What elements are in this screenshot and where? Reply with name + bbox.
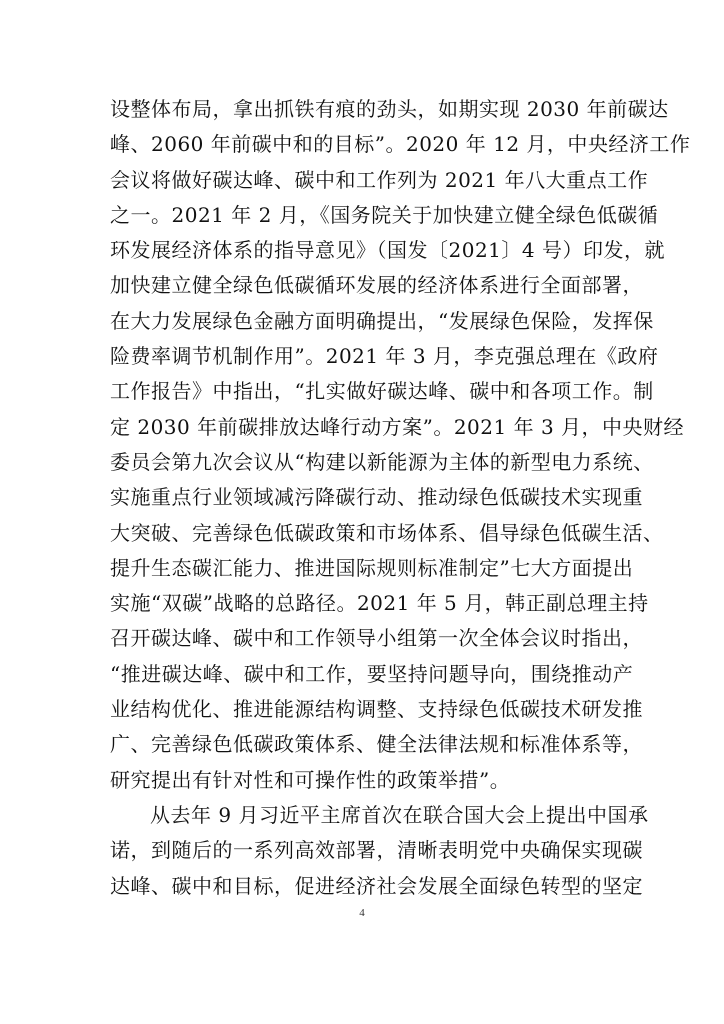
paragraph-start-line: 从去年 9 月习近平主席首次在联合国大会上提出中国承 xyxy=(150,802,649,827)
text-line: 大突破、完善绿色低碳政策和市场体系、倡导绿色低碳生活、 xyxy=(110,520,664,545)
text-line: 实施“双碳”战略的总路径。2021 年 5 月，韩正副总理主持 xyxy=(110,591,649,616)
text-line: 加快建立健全绿色低碳循环发展的经济体系进行全面部署， xyxy=(110,273,643,298)
body-text xyxy=(110,92,691,904)
text-line: 诺，到随后的一系列高效部署，清晰表明党中央确保实现碳 xyxy=(110,838,643,863)
text-line: 达峰、碳中和目标，促进经济社会发展全面绿色转型的坚定 xyxy=(110,873,643,898)
text-line: “推进碳达峰、碳中和工作，要坚持问题导向，围绕推动产 xyxy=(110,661,634,686)
text-line: 险费率调节机制作用”。2021 年 3 月，李克强总理在《政府 xyxy=(110,344,659,369)
text-line: 委员会第九次会议从“构建以新能源为主体的新型电力系统、 xyxy=(110,449,654,474)
page-number: 4 xyxy=(359,907,365,919)
text-line: 设整体布局，拿出抓铁有痕的劲头，如期实现 2030 年前碳达 xyxy=(110,97,669,121)
text-line: 提升生态碳汇能力、推进国际规则标准制定”七大方面提出 xyxy=(110,555,634,580)
text-line: 在大力发展绿色金融方面明确提出，“发展绿色保险，发挥保 xyxy=(110,308,654,333)
text-line: 定 2030 年前碳排放达峰行动方案”。2021 年 3 月，中央财经 xyxy=(110,414,685,439)
text-line: 召开碳达峰、碳中和工作领导小组第一次全体会议时指出， xyxy=(110,626,643,651)
paragraph-end-line: 研究提出有针对性和可操作性的政策举措”。 xyxy=(110,767,511,792)
text-line: 环发展经济体系的指导意见》（国发〔2021〕4 号）印发，就 xyxy=(110,238,665,263)
text-line: 之一。2021 年 2 月，《国务院关于加快建立健全绿色低碳循 xyxy=(110,202,659,227)
text-line: 业结构优化、推进能源结构调整、支持绿色低碳技术研发推 xyxy=(110,697,643,722)
text-line: 工作报告》中指出，“扎实做好碳达峰、碳中和各项工作。制 xyxy=(110,379,654,404)
text-line: 广、完善绿色低碳政策体系、健全法律法规和标准体系等， xyxy=(110,732,643,757)
text-line: 峰、2060 年前碳中和的目标”。2020 年 12 月，中央经济工作 xyxy=(110,132,691,157)
text-line: 会议将做好碳达峰、碳中和工作列为 2021 年八大重点工作 xyxy=(110,167,649,192)
text-line: 实施重点行业领域减污降碳行动、推动绿色低碳技术实现重 xyxy=(110,485,643,510)
